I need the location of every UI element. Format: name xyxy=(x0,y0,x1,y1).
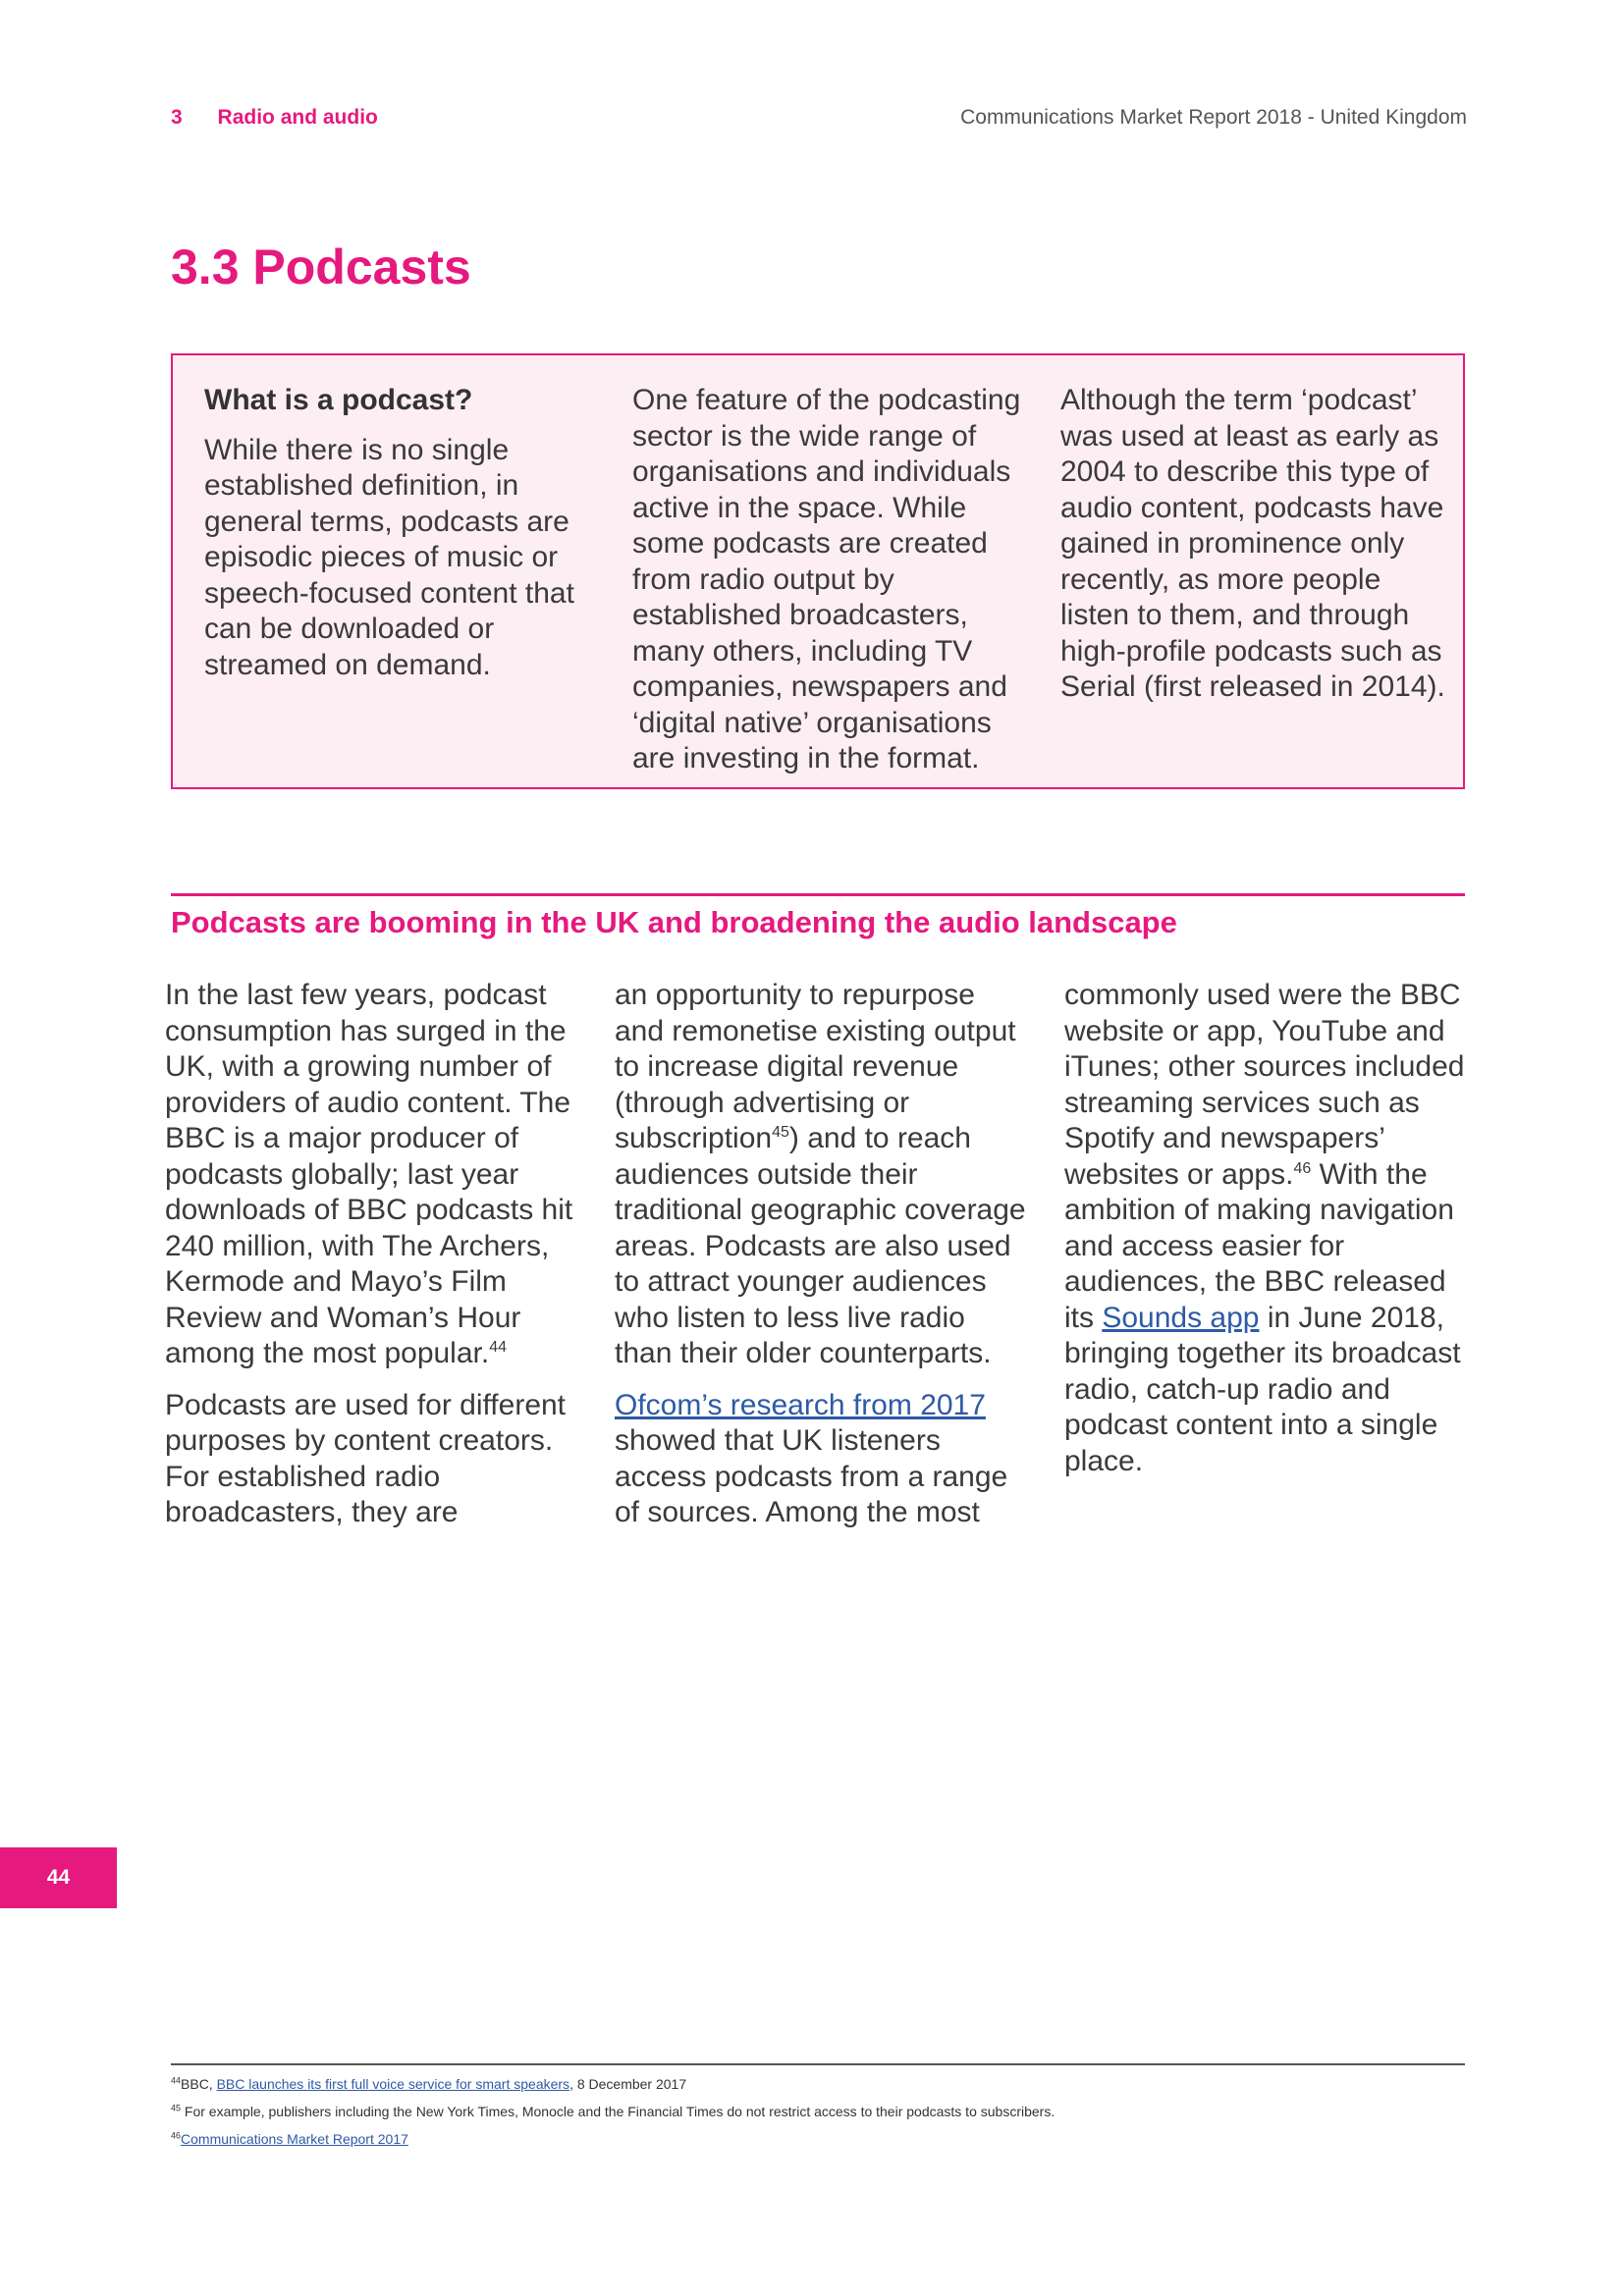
section-number: 3 xyxy=(171,106,183,129)
body-paragraph-2: Podcasts are used for different purposes by content creators. For established radio broadcasters, they are xyxy=(165,1388,567,1528)
ofcom-research-link[interactable]: Ofcom’s research from 2017 xyxy=(615,1388,986,1421)
definition-box xyxy=(171,353,1465,789)
footnote-ref-44[interactable]: 44 xyxy=(489,1339,508,1356)
definition-text-3: Although the term ‘podcast’ was used at least as early as 2004 to describe this type of audio content, podcasts have gained in prominence only recently, as more people listen to them, and through high-profile podcasts such as Serial (first released in 2014). xyxy=(1060,384,1445,703)
body-paragraph-1: In the last few years, podcast consumption has surged in the UK, with a growing number of providers of audio content. The BBC is a major producer of podcasts globally; last year downloads of BBC podcasts hit 240 million, with The Archers, Kermode and Mayo’s Film Review and Woman’s Hour among the most popular.$^{44}$ xyxy=(165,979,573,1369)
page-number-badge: 44 xyxy=(0,1847,117,1908)
definition-column-1 xyxy=(204,383,597,683)
body-paragraph-5: commonly used were the BBC website or app, YouTube and iTunes; other sources included streaming services such as Spotify and newspapers’ websites or apps.$^{46}$ With the ambition of making navigation and access easier for audiences, the BBC released its Sounds app in June 2018, bringing together its broadcast radio, catch-up radio and podcast content into a single place. xyxy=(1064,979,1465,1477)
report-title: Communications Market Report 2018 - United Kingdom xyxy=(960,106,1467,129)
body-paragraph-3: an opportunity to repurpose and remonetise existing output to increase digital revenue (through advertising or subscription$^{45}$) and to reach audiences outside their traditional geographic coverage areas. Podcasts are also used to attract younger audiences who listen to less live radio than their older counterparts. xyxy=(615,979,1026,1369)
body-column-1 xyxy=(165,978,577,1547)
footnote-44: $^{44}$BBC, BBC launches its first full voice service for smart speakers, 8 December 2017 xyxy=(171,2075,687,2092)
page-title: 3.3 Podcasts xyxy=(171,240,471,294)
body-column-2 xyxy=(615,978,1027,1547)
section-divider xyxy=(171,893,1465,896)
footnote-ref-46[interactable]: 46 xyxy=(1293,1159,1312,1177)
definition-column-3 xyxy=(1060,383,1453,706)
footnote-bbc-link[interactable]: BBC launches its first full voice service for smart speakers xyxy=(216,2076,570,2092)
footnote-ref-45[interactable]: 45 xyxy=(772,1124,789,1141)
footnote-45: $^{45}$ For example, publishers including the New York Times, Monocle and the Financial Times do not restrict access to their podcasts to subscribers. xyxy=(171,2103,1056,2119)
body-column-3 xyxy=(1064,978,1477,1495)
sounds-app-link[interactable]: Sounds app xyxy=(1102,1301,1260,1334)
definition-question: What is a podcast? xyxy=(204,384,473,416)
definition-text-2: One feature of the podcasting sector is the wide range of organisations and individuals active in the space. While some podcasts are created from radio output by established broadcasters, many others, including TV companies, newspapers and ‘digital native’ organisations are investing in the format. xyxy=(632,384,1021,774)
section-title: Radio and audio xyxy=(217,106,378,129)
definition-column-2 xyxy=(632,383,1025,777)
section-header xyxy=(171,106,378,130)
footnote-cmr-link[interactable]: Communications Market Report 2017 xyxy=(181,2131,408,2147)
body-paragraph-4: Ofcom’s research from 2017 showed that UK listeners access podcasts from a range of sources. Among the most xyxy=(615,1388,1008,1528)
footnote-divider xyxy=(171,2063,1465,2065)
section-subheading: Podcasts are booming in the UK and broadening the audio landscape xyxy=(171,905,1177,939)
definition-text: While there is no single established definition, in general terms, podcasts are episodic pieces of music or speech-focused content that can be downloaded or streamed on demand. xyxy=(204,433,574,681)
footnote-46: $^{46}$Communications Market Report 2017 xyxy=(171,2130,408,2147)
